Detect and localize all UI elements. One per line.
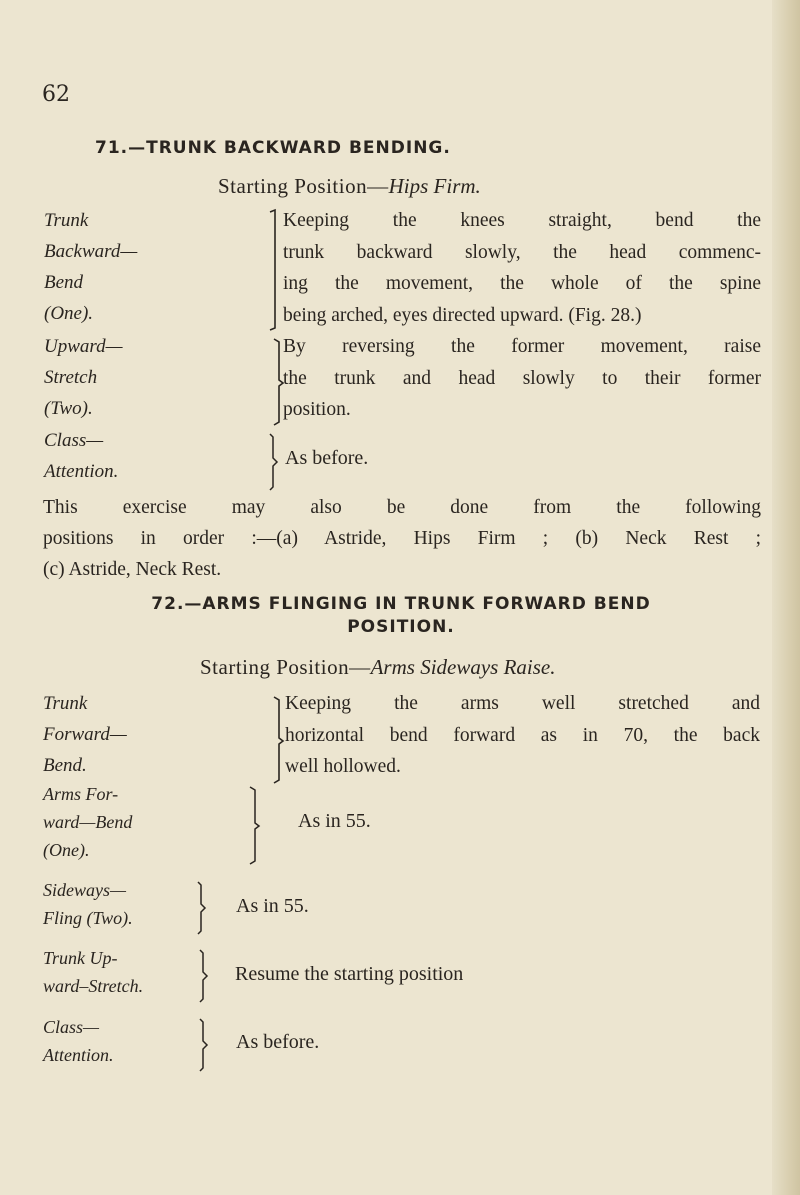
sp-label: Starting Position— xyxy=(200,655,371,679)
brace-72-4 xyxy=(198,948,210,1004)
exercise-71-note: This exercise may also be done from the following positions in order :—(a) Astride, Hips Firm ; (b) Neck Rest ; (c) Astride, Neck Rest. xyxy=(43,497,761,580)
text-71-section-1: Keeping the knees straight, bend the trunk backward slowly, the head commenc- ing the movement, the whole of the spine being arched, eyes directed upward. (Fig. 28.) xyxy=(283,210,761,326)
sidenote-trunk-forward-bend: Trunk Forward— Bend. xyxy=(43,693,127,776)
sidenote-class-attention-72: Class— Attention. xyxy=(43,1017,114,1065)
brace-72-5 xyxy=(198,1017,210,1073)
exercise-72-title-line-1: 72.—ARMS FLINGING IN TRUNK FORWARD BEND xyxy=(151,594,651,614)
exercise-71-starting-position xyxy=(218,174,481,199)
sidenote-arms-forward-bend: Arms For- ward—Bend (One). xyxy=(43,784,133,860)
sp-label: Starting Position— xyxy=(218,174,389,198)
text-72-section-5: As before. xyxy=(236,1031,320,1053)
page-number: 62 xyxy=(42,82,70,107)
sidenote-upward-stretch: Upward— Stretch (Two). xyxy=(44,336,123,419)
exercise-71-title: 71.—TRUNK BACKWARD BENDING. xyxy=(95,138,451,158)
sidenote-class-attention-71: Class— Attention. xyxy=(44,430,119,482)
sidenote-trunk-upward-stretch: Trunk Up- ward–Stretch. xyxy=(43,948,144,996)
brace-72-2 xyxy=(248,785,262,867)
exercise-72-title-line-2: POSITION. xyxy=(347,617,455,637)
sidenote-trunk-backward-bend: Trunk Backward— Bend (One). xyxy=(44,210,138,324)
brace-71-1 xyxy=(268,208,282,332)
text-72-section-2: As in 55. xyxy=(298,810,371,832)
text-72-section-4: Resume the starting position xyxy=(235,963,464,985)
text-71-section-3: As before. xyxy=(285,447,369,469)
page-edge-shadow xyxy=(772,0,800,1195)
brace-71-3 xyxy=(268,432,280,492)
sp-value: Hips Firm. xyxy=(388,174,481,198)
brace-72-3 xyxy=(196,880,208,936)
text-72-section-1: Keeping the arms well stretched and horizontal bend forward as in 70, the back well hollowed. xyxy=(285,693,760,777)
sidenote-sideways-fling: Sideways— Fling (Two). xyxy=(43,880,133,928)
sp-value: Arms Sideways Raise. xyxy=(370,655,556,679)
exercise-72-starting-position xyxy=(200,655,556,680)
text-71-section-2: By reversing the former movement, raise the trunk and head slowly to their former position. xyxy=(283,336,761,420)
brace-72-1 xyxy=(272,694,286,786)
text-72-section-3: As in 55. xyxy=(236,895,309,917)
